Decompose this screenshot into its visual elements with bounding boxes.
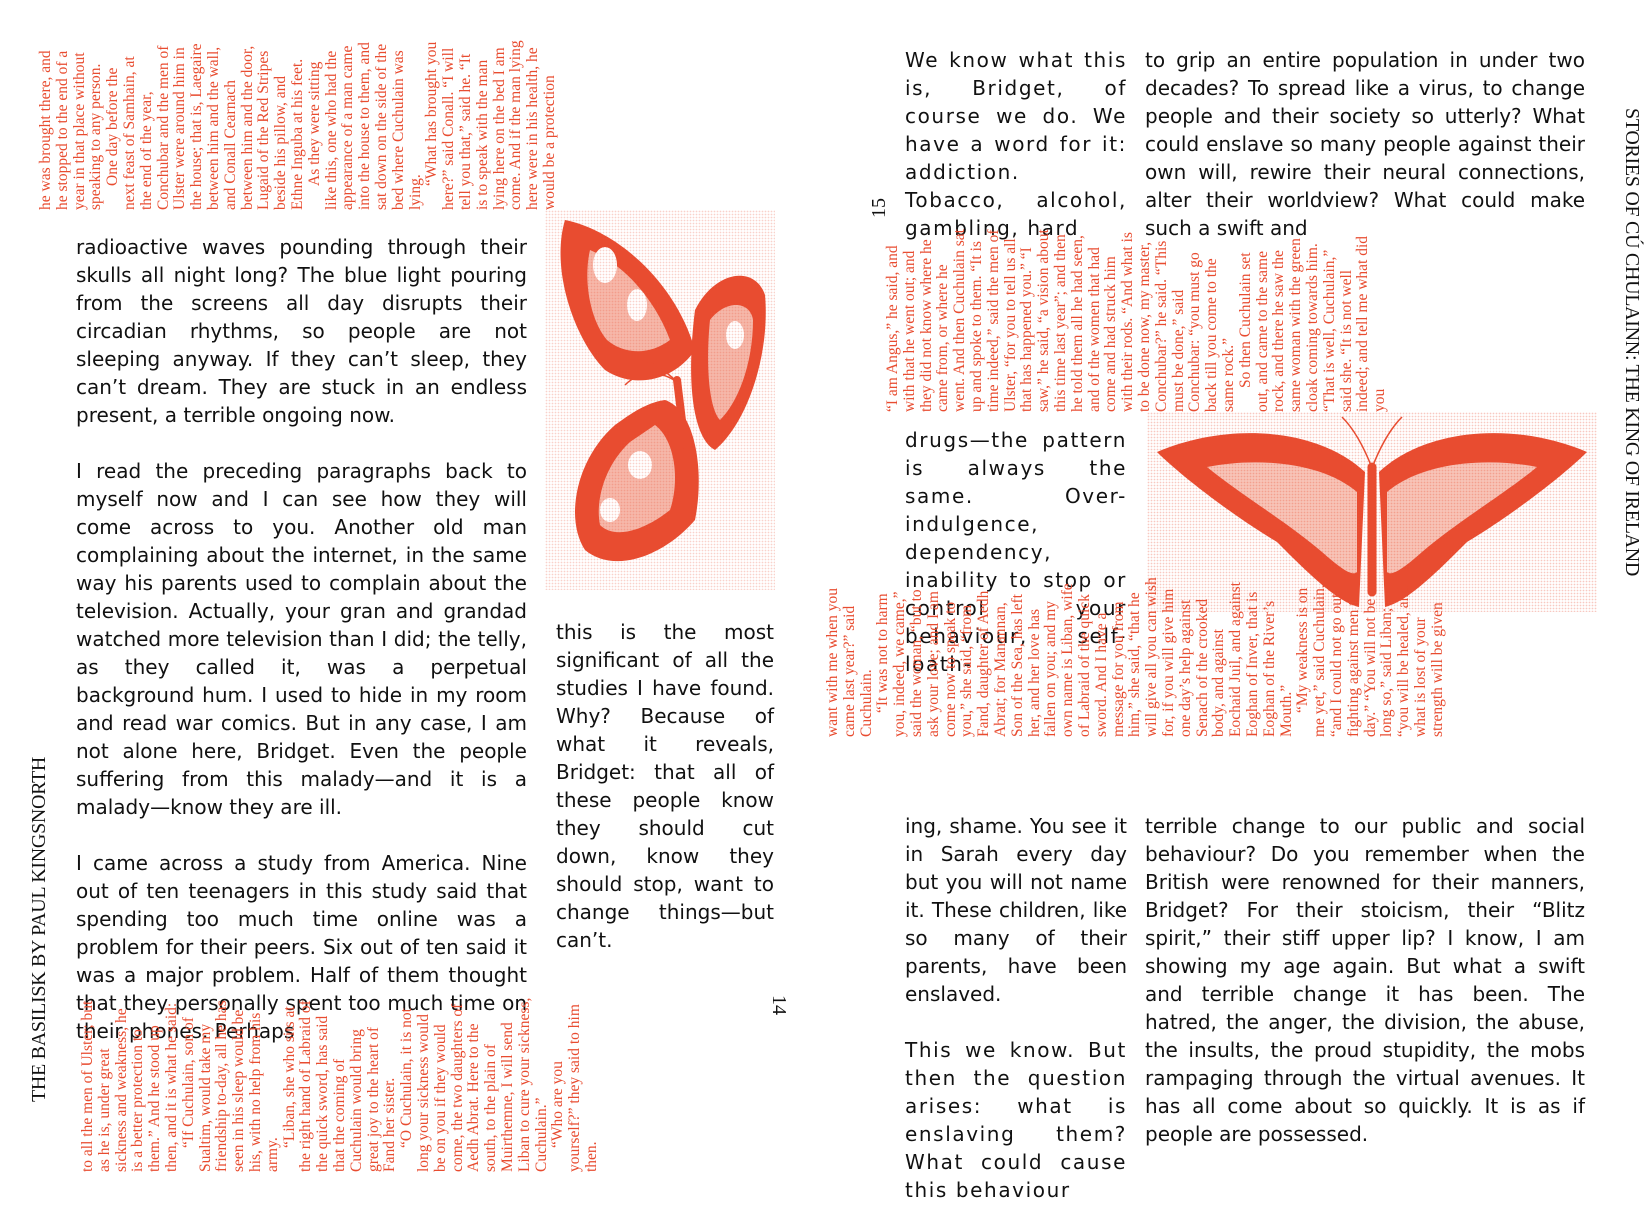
main-text-column xyxy=(76,233,527,1073)
red-paragraph: want with me when you came last year?” said Cuchulain. xyxy=(824,588,875,737)
red-column-bottom-right xyxy=(825,577,1525,737)
red-paragraph: “My weakness is on me yet,” said Cuchulain, “and I could not go out fighting against men to-day.” “You will not be long so,” said Liban; “you will be healed, and what is lost of your strength will be given xyxy=(1294,584,1446,737)
body-paragraph: I came across a study from America. Nine out of ten teenagers in this study said that spending too much time online was a problem for their peers. Six out of ten said it was a major problem. Half of them thought that they personally spent too much time on their phones. Perhaps xyxy=(76,851,527,1043)
page-number-left xyxy=(767,995,790,1015)
red-paragraph: “If Cuchulain, son of Sualtim, would take my friendship to-day, all he has seen in his sleep would be his, with no help from his army. xyxy=(179,1000,281,1172)
red-paragraph: to all the men of Ulster; but as he is, under great sickness and weakness, he is a better protection to them.” And he stood up then, and it is what he said: xyxy=(79,1000,180,1172)
red-paragraph: “What has brought you here?” said Conall. “I will tell you that,” said he. “It is to speak with the man lying here on the bed I am come. And if the man lying here were in his health, he would be a protection xyxy=(423,40,558,210)
red-column-top-right xyxy=(885,227,1605,412)
page-number-text: 14 xyxy=(768,995,790,1015)
body-paragraph: I read the preceding paragraphs back to myself now and I can see how they will come across to you. Another old man complaining about the internet, in the same way his parents used to complain about the television. Actually, your gran and grandad watched more television than I did; the telly, as they called it, was a perpetual background hum. I used to hide in my room and read war comics. But in any case, I am not alone here, Bridget. Even the people suffering from this malady—and it is a malady—know they are ill. xyxy=(76,459,527,819)
red-paragraph: So then Cuchulain set out, and came to the same rock, and there he saw the same woman with the green cloak coming towards him. “That is well, Cuchulain,” said she. “It is not well indeed; and tell me what did you xyxy=(1236,235,1389,412)
col2-top-text xyxy=(1145,46,1585,242)
right-page xyxy=(825,0,1650,1200)
red-column-bottom-left xyxy=(80,997,735,1172)
side-text-column xyxy=(556,618,774,954)
body-paragraph: this is the most significant of all the studies I have found. Why? Because of what it reveals, Bridget: that all of these people know they should cut down, know they should stop, want to change things—but can’t. xyxy=(556,620,774,952)
red-paragraph: “Liban, she who sits at the right hand of Labraid of the quick sword, has said that the coming of Cuchulain would bring great joy to the heart of Fand her sister. xyxy=(280,1000,399,1172)
col1-bottom-text xyxy=(905,812,1127,1232)
running-head-text: STORIES OF CÚ CHULAINN: THE KING OF IRELAND xyxy=(1621,108,1643,577)
red-paragraph: “I am Angus,” he said, and with that he went out; and they did not know where he came from, or where he went. And then Cuchulain sat up and spoke to them. “It is time indeed,” said the men of Ulster, “for you to tell us all that has happened you.” “I saw,” he said, “a vision about this time last year”; and then he told them all he had seen, and of the women that had come and had struck him with their rods. “And what is to be done now, my master, Conchubar?” he said. “This must be done,” said Conchubar: “you must go back till you come to the same rock.” xyxy=(884,229,1237,412)
page-number-right xyxy=(868,198,891,218)
body-paragraph: ing, shame. You see it in Sarah every day but you will not name it. These children, like so many of their parents, have been enslaved. xyxy=(905,814,1127,1006)
butterfly-illustration-left xyxy=(545,210,775,590)
body-paragraph: to grip an entire population in under two decades? To spread like a virus, to change people and their society so utterly? What could enslave so many people against their own will, rewire their neural connections, alter their worldview? What could make such a swift and xyxy=(1145,48,1585,240)
red-paragraph: he was brought there, and he stopped to the end of a year in that place without speaking to any person. xyxy=(37,50,105,210)
page-number-text: 15 xyxy=(868,198,890,218)
red-paragraph: “Who are you yourself?” they said to him then. xyxy=(549,1004,600,1172)
body-paragraph: drugs—the pattern is always the same. Over-indulgence, dependency, inability to stop or control your behaviour, self-loath- xyxy=(905,428,1127,676)
body-paragraph: This we know. But then the question arises: what is enslaving them? What could cause this behaviour xyxy=(905,1038,1127,1202)
running-head-left xyxy=(28,757,51,1102)
red-paragraph: One day before the next feast of Samhain, at the end of the year, Conchubar and the men of Ulster were around him in the house; that is, Laegaire between him and the wall, and Conall Cearnach between him and the door, Lugaid of the Red Stripes beside his pillow, and Ethne Inguba at his feet. xyxy=(104,43,306,210)
body-paragraph: radioactive waves pounding through their skulls all night long? The blue light pouring from the screens all day disrupts their circadian rhythms, so people are not sleeping anyway. If they can’t sleep, they can’t dream. They are stuck in an endless present, a terrible ongoing now. xyxy=(76,235,527,427)
col1-top-text xyxy=(905,46,1127,242)
red-paragraph: “It was not to harm you, indeed, we came,” said the woman, “but to ask your love; and I am come now to speak to you,” she said, “from Fand, daughter of Aedh Abrat; for Manannan, Son of the Sea, has left her, and her love has fallen on you; and my own name is Liban, wife of Labraid of the quick sword. And I have a message for you from him,” she said, “that he will give all you can wish for, if you will give him one day’s help against Senach of the crooked body, and against Eochaid Juil, and against Eoghan of Inver, that is Eoghan of the River’s Mouth.” xyxy=(874,577,1295,737)
body-paragraph: We know what this is, Bridget, of course we do. We have a word for it: addiction. Tobacco, alcohol, gambling, hard xyxy=(905,48,1127,240)
body-paragraph: terrible change to our public and social behaviour? Do you remember when the British were renowned for their manners, Bridget? For their stoicism, their “Blitz spirit,” their stiff upper lip? I know, I am showing my age again. But what a swift and terrible change it has been. The hatred, the anger, the division, the abuse, the insults, the proud stupidity, the mobs rampaging through the virtual avenues. It has all come about so quickly. It is as if people are possessed. xyxy=(1145,814,1585,1146)
red-paragraph: “O Cuchulain, it is not long your sickness would be on you if they would come, the two daughters of Aedh Abrat. Here to the south, to the plain of Muirthemne, I will send Liban to cure your sickness, Cuchulain.” xyxy=(398,997,550,1172)
red-paragraph: As they were sitting like this, one who had the appearance of a man came into the house to them, and sat down on the side of the bed where Cuchulain was lying. xyxy=(305,42,424,210)
running-head-right xyxy=(1620,108,1643,576)
red-column-top-left xyxy=(38,40,798,210)
left-page xyxy=(0,0,825,1200)
col2-bottom-text xyxy=(1145,812,1585,1148)
running-head-text: THE BASILISK BY PAUL KINGSNORTH xyxy=(28,756,50,1102)
